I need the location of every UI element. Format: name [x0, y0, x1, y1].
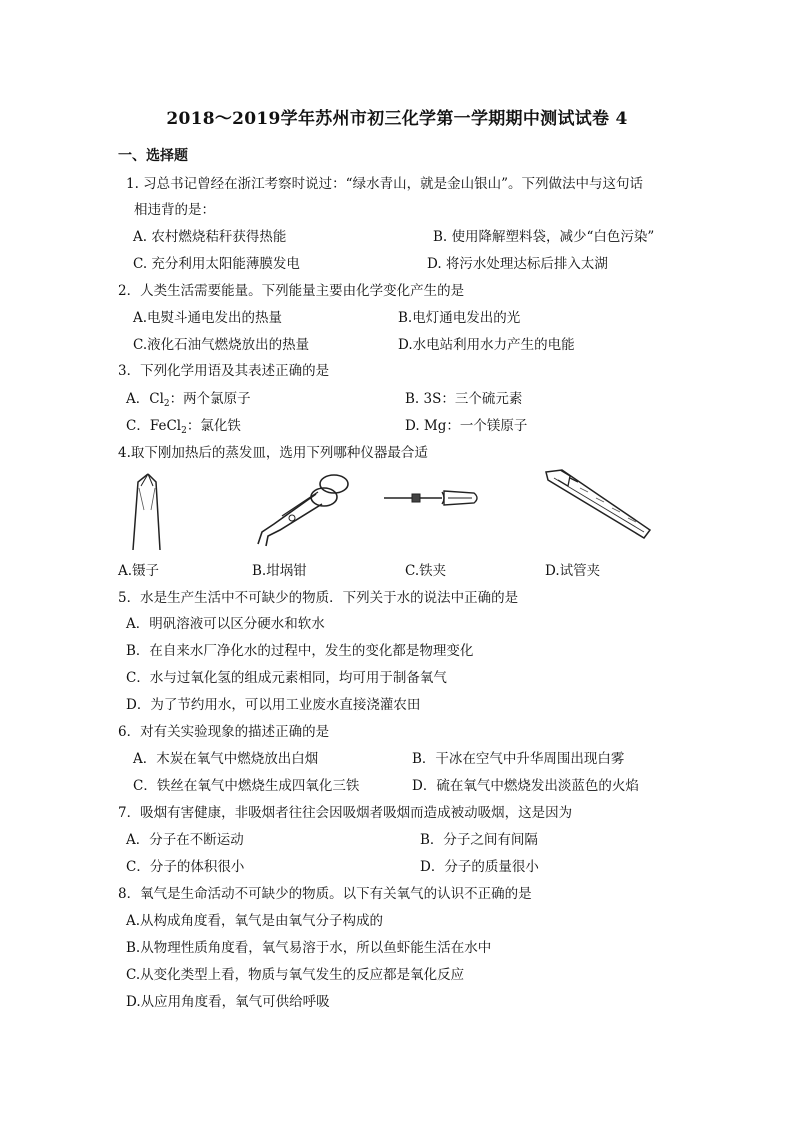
- q5-option-a: A．明矾溶液可以区分硬水和软水: [126, 616, 325, 632]
- q2-stem: 2．人类生活需要能量。下列能量主要由化学变化产生的是: [118, 283, 465, 299]
- q3-option-a-text: ：两个氯原子: [169, 391, 251, 407]
- q6-stem: 6．对有关实验现象的描述正确的是: [118, 724, 330, 740]
- q8-option-d: D.从应用角度看，氧气可供给呼吸: [126, 994, 330, 1010]
- q1-option-c: C. 充分利用太阳能薄膜发电: [133, 256, 300, 272]
- q6-option-c: C．铁丝在氧气中燃烧生成四氧化三铁: [133, 778, 360, 794]
- q3-stem: 3．下列化学用语及其表述正确的是: [118, 363, 330, 379]
- q4-option-c: C.铁夹: [405, 563, 447, 579]
- q5-option-b: B．在自来水厂净化水的过程中，发生的变化都是物理变化: [126, 643, 474, 659]
- q3-option-c-formula: C．FeCl: [126, 418, 182, 434]
- q8-option-c: C.从变化类型上看，物质与氧气发生的反应都是氧化反应: [126, 967, 465, 983]
- q4-option-d: D.试管夹: [545, 563, 601, 579]
- q2-option-c: C.液化石油气燃烧放出的热量: [133, 337, 310, 353]
- q3-option-d: D. Mg：一个镁原子: [405, 418, 528, 434]
- q6-option-a: A．木炭在氧气中燃烧放出白烟: [133, 751, 319, 767]
- q3-option-c: [126, 417, 241, 440]
- q7-stem: 7．吸烟有害健康，非吸烟者往往会因吸烟者吸烟而造成被动吸烟，这是因为: [118, 805, 573, 821]
- q7-option-a: A．分子在不断运动: [126, 832, 244, 848]
- page-title: 2018～2019学年苏州市初三化学第一学期期中测试试卷 4: [166, 109, 628, 129]
- q8-option-a: A.从构成角度看，氧气是由氧气分子构成的: [126, 913, 384, 929]
- q1-option-a: A. 农村燃烧秸秆获得热能: [133, 229, 287, 245]
- q2-option-d: D.水电站利用水力产生的电能: [398, 337, 575, 353]
- q5-stem: 5．水是生产生活中不可缺少的物质．下列关于水的说法中正确的是: [118, 590, 519, 606]
- q4-stem: 4.取下刚加热后的蒸发皿，选用下列哪种仪器最合适: [118, 445, 428, 461]
- q3-option-c-subscript: 2: [181, 426, 187, 436]
- q1-option-b: B. 使用降解塑料袋，减少“白色污染”: [433, 229, 655, 245]
- q3-option-b: B. 3S：三个硫元素: [405, 391, 523, 407]
- q1-stem-cont: 相违背的是：: [134, 202, 215, 218]
- q5-option-d: D．为了节约用水，可以用工业废水直接浇灌农田: [126, 697, 421, 713]
- q8-option-b: B.从物理性质角度看，氧气易溶于水，所以鱼虾能生活在水中: [126, 940, 492, 956]
- q5-option-c: C．水与过氧化氢的组成元素相同，均可用于制备氧气: [126, 670, 447, 686]
- q4-option-b: B.坩埚钳: [252, 563, 307, 579]
- q7-option-c: C．分子的体积很小: [126, 859, 245, 875]
- q8-stem: 8．氧气是生命活动不可缺少的物质。以下有关氧气的认识不正确的是: [118, 886, 532, 902]
- q4-option-a: A.镊子: [118, 563, 160, 579]
- q2-option-a: A.电熨斗通电发出的热量: [133, 310, 283, 326]
- q1-option-d: D. 将污水处理达标后排入太湖: [427, 256, 608, 272]
- q3-option-a: [126, 390, 251, 413]
- q1-stem: 1. 习总书记曾经在浙江考察时说过：“绿水青山，就是金山银山”。下列做法中与这句话: [126, 176, 643, 192]
- crucible-tongs-figure: [248, 470, 356, 548]
- q6-option-d: D．硫在氧气中燃烧发出淡蓝色的火焰: [412, 778, 639, 794]
- q3-option-c-text: ：氯化铁: [186, 418, 241, 434]
- q7-option-b: B．分子之间有间隔: [420, 832, 538, 848]
- q6-option-b: B．干冰在空气中升华周围出现白雾: [412, 751, 625, 767]
- tweezers-figure: [128, 470, 168, 554]
- test-tube-holder-figure: [540, 466, 656, 544]
- iron-clamp-figure: [382, 487, 482, 509]
- q3-option-a-formula: A．Cl: [126, 391, 164, 407]
- q3-option-a-subscript: 2: [163, 399, 170, 409]
- section-heading: 一、选择题: [118, 148, 188, 164]
- q7-option-d: D．分子的质量很小: [420, 859, 539, 875]
- q2-option-b: B.电灯通电发出的光: [398, 310, 521, 326]
